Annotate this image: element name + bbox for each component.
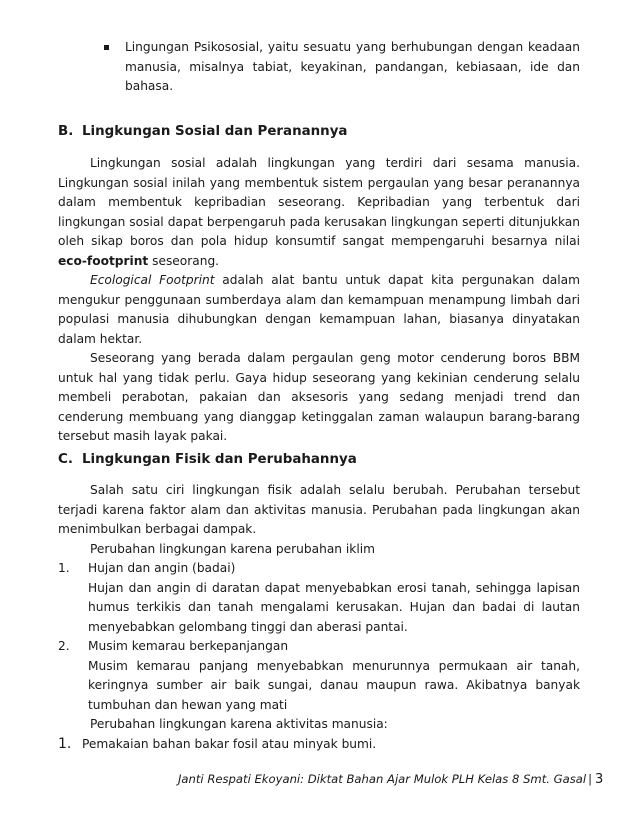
list-item-body: Hujan dan angin di daratan dapat menyebabkan erosi tanah, sehingga lapisan humus terkikis dan tanah mengalami kerusakan. Hujan dan badai di lautan menyebabkan gelombang tinggi dan aberasi pantai. xyxy=(88,580,580,634)
bullet-psikososial xyxy=(104,38,580,97)
section-b-title: Lingkungan Sosial dan Peranannya xyxy=(82,124,348,139)
section-c-letter: C. xyxy=(58,452,73,467)
list-item-storm xyxy=(58,559,580,637)
list-item-title: Pemakaian bahan bakar fosil atau minyak bumi. xyxy=(82,737,377,751)
section-c-heading xyxy=(58,452,357,467)
footer-separator: | xyxy=(588,772,593,786)
ecological-footprint-term: Ecological Footprint xyxy=(90,273,215,287)
section-b-letter: B. xyxy=(58,124,74,139)
paragraph-text: Salah satu ciri lingkungan fisik adalah selalu berubah. Perubahan tersebut terjadi karena faktor alam dan aktivitas manusia. Perubahan pada lingkungan akan menimbulkan berbagai dampak. xyxy=(58,483,580,537)
eco-footprint-term: eco-footprint xyxy=(58,253,149,268)
subheading-climate: Perubahan lingkungan karena perubahan iklim xyxy=(90,542,375,556)
list-number: 1. xyxy=(58,736,72,752)
section-c-title: Lingkungan Fisik dan Perubahannya xyxy=(82,452,357,467)
subheading-human-activity: Perubahan lingkungan karena aktivitas manusia: xyxy=(90,717,388,731)
paragraph-text: adalah alat bantu untuk dapat kita pergunakan dalam mengukur penggunaan sumberdaya alam dan kemampuan menampung limbah dari populasi manusia dihubungkan dengan kemampuan lahan, biasanya dinyatakan dalam hektar. xyxy=(58,273,580,346)
footer-text: Janti Respati Ekoyani: Diktat Bahan Ajar Mulok PLH Kelas 8 Smt. Gasal xyxy=(178,772,587,786)
list-item-body: Musim kemarau panjang menyebabkan menurunnya permukaan air tanah, keringnya sumber air baik sungai, danau maupun rawa. Akibatnya banyak tumbuhan dan hewan yang mati xyxy=(88,658,580,712)
section-b-paragraph-2 xyxy=(58,271,580,349)
paragraph-text-end: seseorang. xyxy=(148,253,220,268)
list-item-fossil-fuel xyxy=(58,735,580,755)
list-item-title: Hujan dan angin (badai) xyxy=(88,561,236,575)
list-number: 2. xyxy=(58,639,70,653)
section-b-paragraph-3 xyxy=(58,349,580,447)
list-item-title: Musim kemarau berkepanjangan xyxy=(88,639,289,653)
bullet-text: Lingungan Psikososial, yaitu sesuatu yang berhubungan dengan keadaan manusia, misalnya tabiat, keyakinan, pandangan, kebiasaan, ide dan bahasa. xyxy=(125,40,580,94)
section-b-heading xyxy=(58,124,347,139)
list-number: 1. xyxy=(58,561,70,575)
page-number: 3 xyxy=(595,772,604,787)
square-bullet-icon xyxy=(104,45,109,50)
section-c-paragraph-1 xyxy=(58,481,580,540)
list-item-drought xyxy=(58,637,580,715)
page-footer xyxy=(178,772,603,787)
paragraph-text: Seseorang yang berada dalam pergaulan geng motor cenderung boros BBM untuk hal yang tidak perlu. Gaya hidup seseorang yang kekinian cenderung selalu membeli perabotan, pakaian dan aksesoris yang sedang menjadi trend dan cenderung membuang yang dianggap ketinggalan zaman walaupun barang-barang tersebut masih layak pakai. xyxy=(58,351,580,444)
paragraph-text: Lingkungan sosial adalah lingkungan yang terdiri dari sesama manusia. Lingkungan sosial inilah yang membentuk sistem pergaulan yang besar peranannya dalam membentuk kepribadian seseorang. Kepribadian yang terbentuk dari lingkungan sosial dapat berpengaruh pada kerusakan lingkungan seperti ditunjukkan oleh sikap boros dan pola hidup konsumtif sangat mempengaruhi besarnya nilai xyxy=(58,156,580,249)
section-b-paragraph-1 xyxy=(58,154,580,272)
